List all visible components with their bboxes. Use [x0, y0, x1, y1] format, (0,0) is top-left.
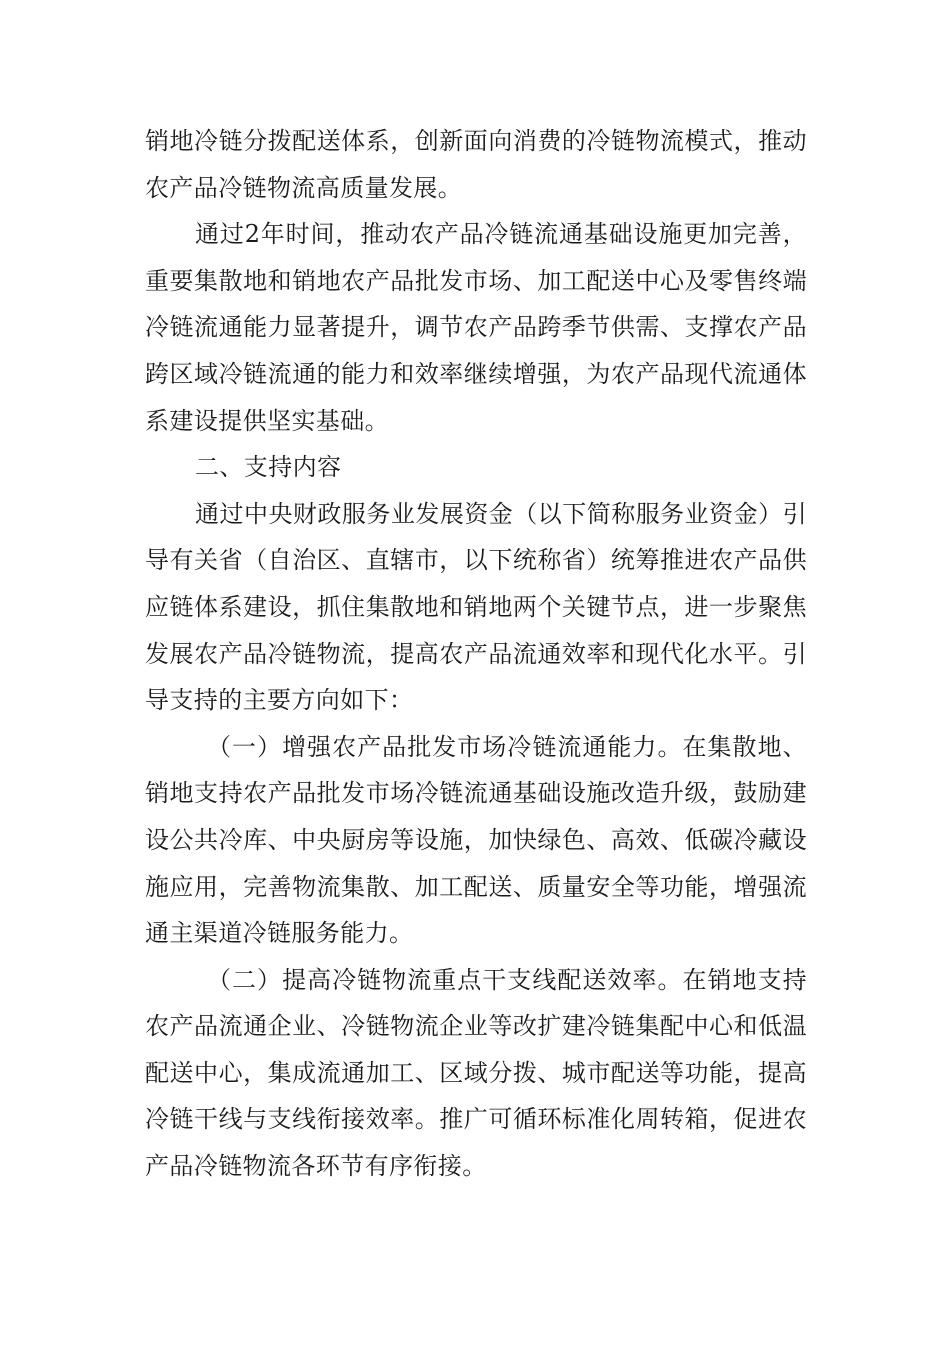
paragraph-item-1: （一）增强农产品批发市场冷链流通能力。在集散地、销地支持农产品批发市场冷链流通基础设施改造升级，鼓励建设公共冷库、中央厨房等设施，加快绿色、高效、低碳冷藏设施应用，完善物流集散、加工配送、质量安全等功能，增强流通主渠道冷链服务能力。: [145, 732, 807, 948]
paragraph-support-overview: 通过中央财政服务业发展资金（以下简称服务业资金）引导有关省（自治区、直辖市，以下统称省）统筹推进农产品供应链体系建设，抓住集散地和销地两个关键节点，进一步聚焦发展农产品冷链物流，提高农产品流通效率和现代化水平。引导支持的主要方向如下：: [145, 499, 807, 715]
paragraph-continuation: 销地冷链分拨配送体系，创新面向消费的冷链物流模式，推动农产品冷链物流高质量发展。: [145, 127, 807, 202]
document-body: [145, 118, 807, 1190]
paragraph-goal: 通过2年时间，推动农产品冷链流通基础设施更加完善，重要集散地和销地农产品批发市场、加工配送中心及零售终端冷链流通能力显著提升，调节农产品跨季节供需、支撑农产品跨区域冷链流通的能力和效率继续增强，为农产品现代流通体系建设提供坚实基础。: [145, 220, 807, 435]
paragraph-item-2: （二）提高冷链物流重点干支线配送效率。在销地支持农产品流通企业、冷链物流企业等改扩建冷链集配中心和低温配送中心，集成流通加工、区域分拨、城市配送等功能，提高冷链干线与支线衔接效率。推广可循环标准化周转箱，促进农产品冷链物流各环节有序衔接。: [145, 965, 807, 1181]
section-heading-support-content: 二、支持内容: [195, 453, 342, 482]
